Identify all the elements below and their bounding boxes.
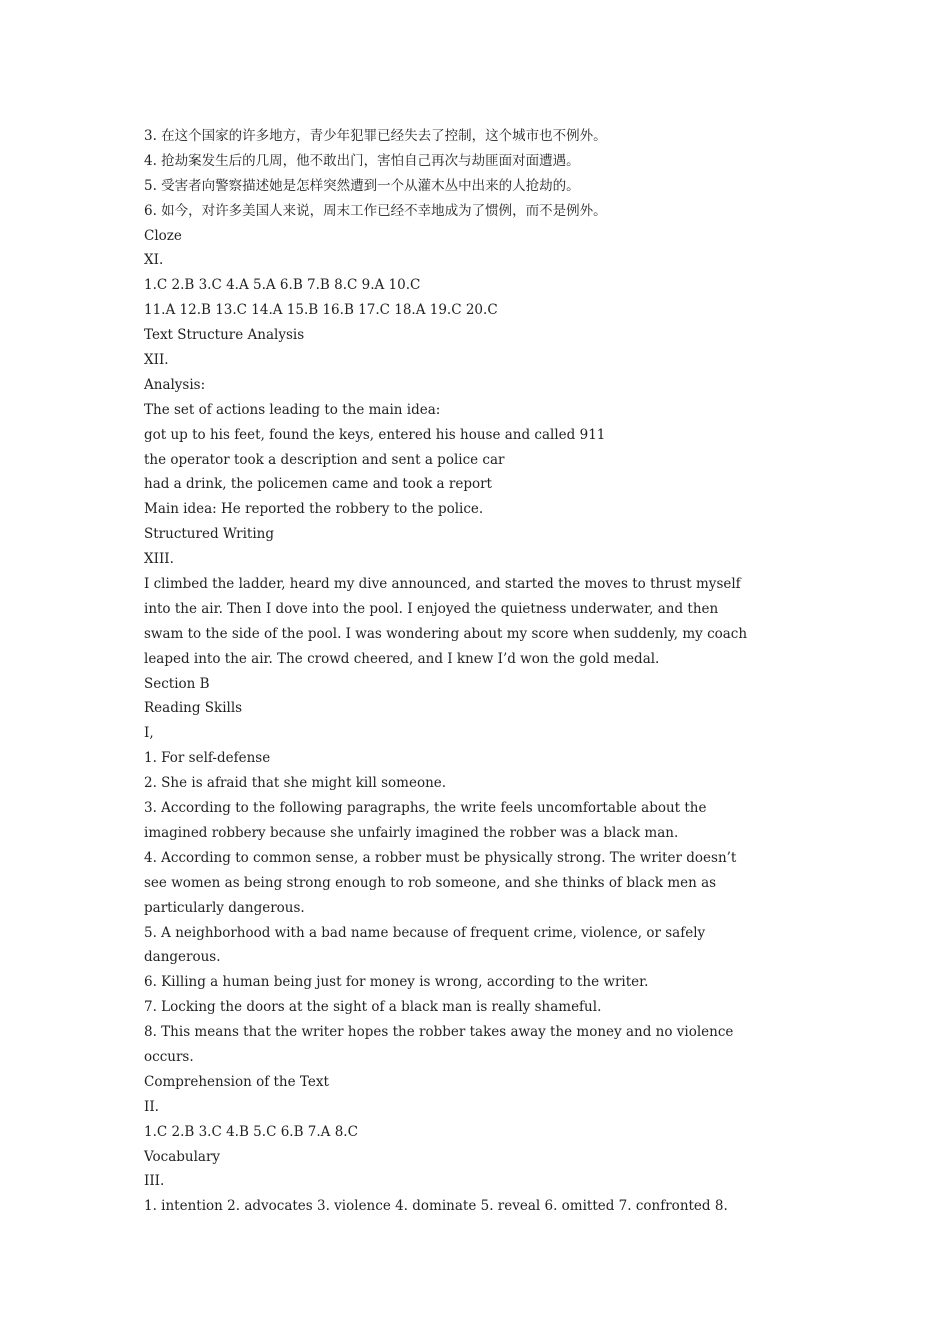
paragraph-line: swam to the side of the pool. I was wondering about my score when suddenly, my coach xyxy=(144,625,748,642)
answer-line: occurs. xyxy=(144,1048,194,1065)
answer-line: 11.A 12.B 13.C 14.A 15.B 16.B 17.C 18.A 19.C 20.C xyxy=(144,302,498,319)
exercise-number: I, xyxy=(144,725,154,742)
document-body xyxy=(144,124,748,1219)
section-heading: Reading Skills xyxy=(144,700,243,717)
answer-line: see women as being strong enough to rob someone, and she thinks of black men as xyxy=(144,874,717,891)
exercise-number: II. xyxy=(144,1098,159,1115)
exercise-number: XI. xyxy=(144,252,164,269)
answer-line: 3. According to the following paragraphs, the write feels uncomfortable about the xyxy=(144,800,707,817)
text-line: Analysis: xyxy=(144,376,206,393)
paragraph-line: into the air. Then I dove into the pool. I enjoyed the quietness underwater, and then xyxy=(144,600,719,617)
translation-line: 4. 抢劫案发生后的几周，他不敢出门，害怕自己再次与劫匪面对面遭遇。 xyxy=(144,152,580,169)
answer-line: 6. Killing a human being just for money is wrong, according to the writer. xyxy=(144,974,649,991)
answer-line: imagined robbery because she unfairly imagined the robber was a black man. xyxy=(144,824,679,841)
text-line: The set of actions leading to the main idea: xyxy=(144,401,441,418)
text-line: Main idea: He reported the robbery to the police. xyxy=(144,501,484,518)
answer-line: 2. She is afraid that she might kill someone. xyxy=(144,775,447,792)
translation-line: 3. 在这个国家的许多地方，青少年犯罪已经失去了控制，这个城市也不例外。 xyxy=(144,128,607,144)
translation-line: 6. 如今，对许多美国人来说，周末工作已经不幸地成为了惯例，而不是例外。 xyxy=(144,202,607,219)
section-heading: Comprehension of the Text xyxy=(144,1073,329,1090)
text-line: got up to his feet, found the keys, entered his house and called 911 xyxy=(144,426,606,443)
paragraph-line: I climbed the ladder, heard my dive announced, and started the moves to thrust myself xyxy=(144,576,741,593)
answer-line: 4. According to common sense, a robber must be physically strong. The writer doesn’t xyxy=(144,849,737,866)
answer-line: 7. Locking the doors at the sight of a black man is really shameful. xyxy=(144,999,602,1016)
answer-line: 1. intention 2. advocates 3. violence 4. dominate 5. reveal 6. omitted 7. confronted 8. xyxy=(144,1198,728,1215)
answer-line: particularly dangerous. xyxy=(144,899,305,916)
text-line: the operator took a description and sent a police car xyxy=(144,451,505,468)
answer-line: 5. A neighborhood with a bad name because of frequent crime, violence, or safely xyxy=(144,924,706,941)
exercise-number: XIII. xyxy=(144,551,174,568)
section-heading: Text Structure Analysis xyxy=(144,327,305,344)
section-heading: Vocabulary xyxy=(144,1148,221,1165)
exercise-number: III. xyxy=(144,1173,165,1190)
exercise-number: XII. xyxy=(144,352,169,369)
answer-line: 1. For self-defense xyxy=(144,750,271,767)
translation-line: 5. 受害者向警察描述她是怎样突然遭到一个从灌木丛中出来的人抢劫的。 xyxy=(144,177,580,194)
answer-line: 8. This means that the writer hopes the robber takes away the money and no violence xyxy=(144,1024,734,1041)
section-heading: Cloze xyxy=(144,227,182,244)
paragraph-line: leaped into the air. The crowd cheered, and I knew I’d won the gold medal. xyxy=(144,650,660,667)
answer-line: dangerous. xyxy=(144,949,221,966)
answer-line: 1.C 2.B 3.C 4.B 5.C 6.B 7.A 8.C xyxy=(144,1123,358,1140)
section-heading: Structured Writing xyxy=(144,526,274,543)
answer-line: 1.C 2.B 3.C 4.A 5.A 6.B 7.B 8.C 9.A 10.C xyxy=(144,277,421,294)
text-line: had a drink, the policemen came and took a report xyxy=(144,476,492,493)
section-heading: Section B xyxy=(144,675,210,692)
